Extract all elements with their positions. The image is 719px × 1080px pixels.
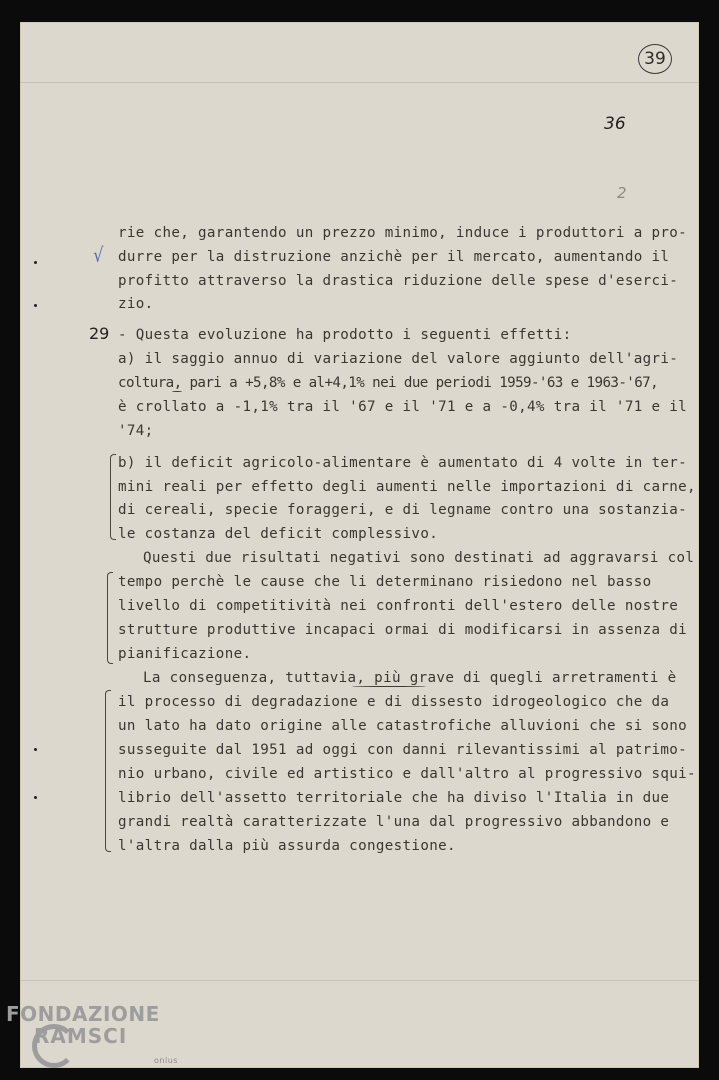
paragraph-number: 29	[89, 324, 110, 343]
text-line: le costanza del deficit complessivo.	[118, 526, 439, 542]
text-line: tempo perchè le cause che li determinano risiedono nel basso	[118, 574, 652, 590]
handwritten-underline	[352, 686, 426, 687]
text-line: di cereali, specie foraggeri, e di legname contro una sostanzia-	[118, 502, 688, 518]
paper-fold-line	[20, 980, 699, 981]
text-line: durre per la distruzione anzichè per il mercato, aumentando il	[118, 249, 670, 265]
text-line: il processo di degradazione e di dissesto idrogeologico che da	[118, 694, 670, 710]
text-line: Questi due risultati negativi sono destinati ad aggravarsi col	[143, 550, 695, 566]
text-line: a) il saggio annuo di variazione del valore aggiunto dell'agri-	[118, 351, 679, 367]
pencil-annotation: 2	[617, 184, 627, 202]
archive-number-stamp: 39	[638, 44, 672, 74]
text-line: rie che, garantendo un prezzo minimo, induce i produttori a pro-	[118, 225, 688, 241]
text-line: - Questa evoluzione ha prodotto i seguenti effetti:	[118, 327, 572, 343]
logo-line1: FONDAZIONE	[6, 1002, 160, 1026]
check-mark-icon: √	[93, 243, 104, 267]
text-line: grandi realtà caratterizzate l'una dal progressivo abbandono e	[118, 814, 670, 830]
text-line: librio dell'assetto territoriale che ha diviso l'Italia in due	[118, 790, 670, 806]
text-line: è crollato a -1,1% tra il '67 e il '71 e a -0,4% tra il '71 e il	[118, 399, 688, 415]
paper-fold-line	[20, 82, 699, 83]
fondazione-gramsci-logo	[6, 1002, 178, 1065]
logo-onlus: onlus	[154, 1056, 178, 1065]
margin-dot	[34, 304, 37, 307]
text-line: susseguite dal 1951 ad oggi con danni rilevantissimi al patrimo-	[118, 742, 688, 758]
logo-g-icon	[32, 1024, 76, 1068]
page-number: 36	[604, 114, 626, 134]
text-line: '74;	[118, 423, 154, 439]
document-page	[20, 22, 699, 1068]
margin-dot	[34, 261, 37, 264]
text-line: La conseguenza, tuttavia, più grave di quegli arretramenti è	[143, 670, 677, 686]
text-line: pianificazione.	[118, 646, 252, 662]
text-line: strutture produttive incapaci ormai di modificarsi in assenza di	[118, 622, 688, 638]
margin-dot	[34, 796, 37, 799]
margin-bracket	[110, 454, 116, 540]
margin-bracket	[107, 572, 113, 664]
text-line: b) il deficit agricolo-alimentare è aumentato di 4 volte in ter-	[118, 455, 688, 471]
handwritten-underline	[172, 391, 182, 392]
text-line: profitto attraverso la drastica riduzione delle spese d'eserci-	[118, 273, 679, 289]
text-line: l'altra dalla più assurda congestione.	[118, 838, 456, 854]
text-line: zio.	[118, 296, 154, 312]
margin-bracket	[105, 690, 111, 852]
text-line: mini reali per effetto degli aumenti nelle importazioni di carne,	[118, 479, 696, 495]
text-line: coltura, pari a +5,8% e al+4,1% nei due periodi 1959-'63 e 1963-'67,	[118, 375, 659, 391]
text-line: un lato ha dato origine alle catastrofiche alluvioni che si sono	[118, 718, 688, 734]
text-line: nio urbano, civile ed artistico e dall'altro al progressivo squi-	[118, 766, 696, 782]
margin-dot	[34, 748, 37, 751]
logo-line2: RAMSCI	[34, 1024, 128, 1048]
text-line: livello di competitività nei confronti dell'estero delle nostre	[118, 598, 679, 614]
